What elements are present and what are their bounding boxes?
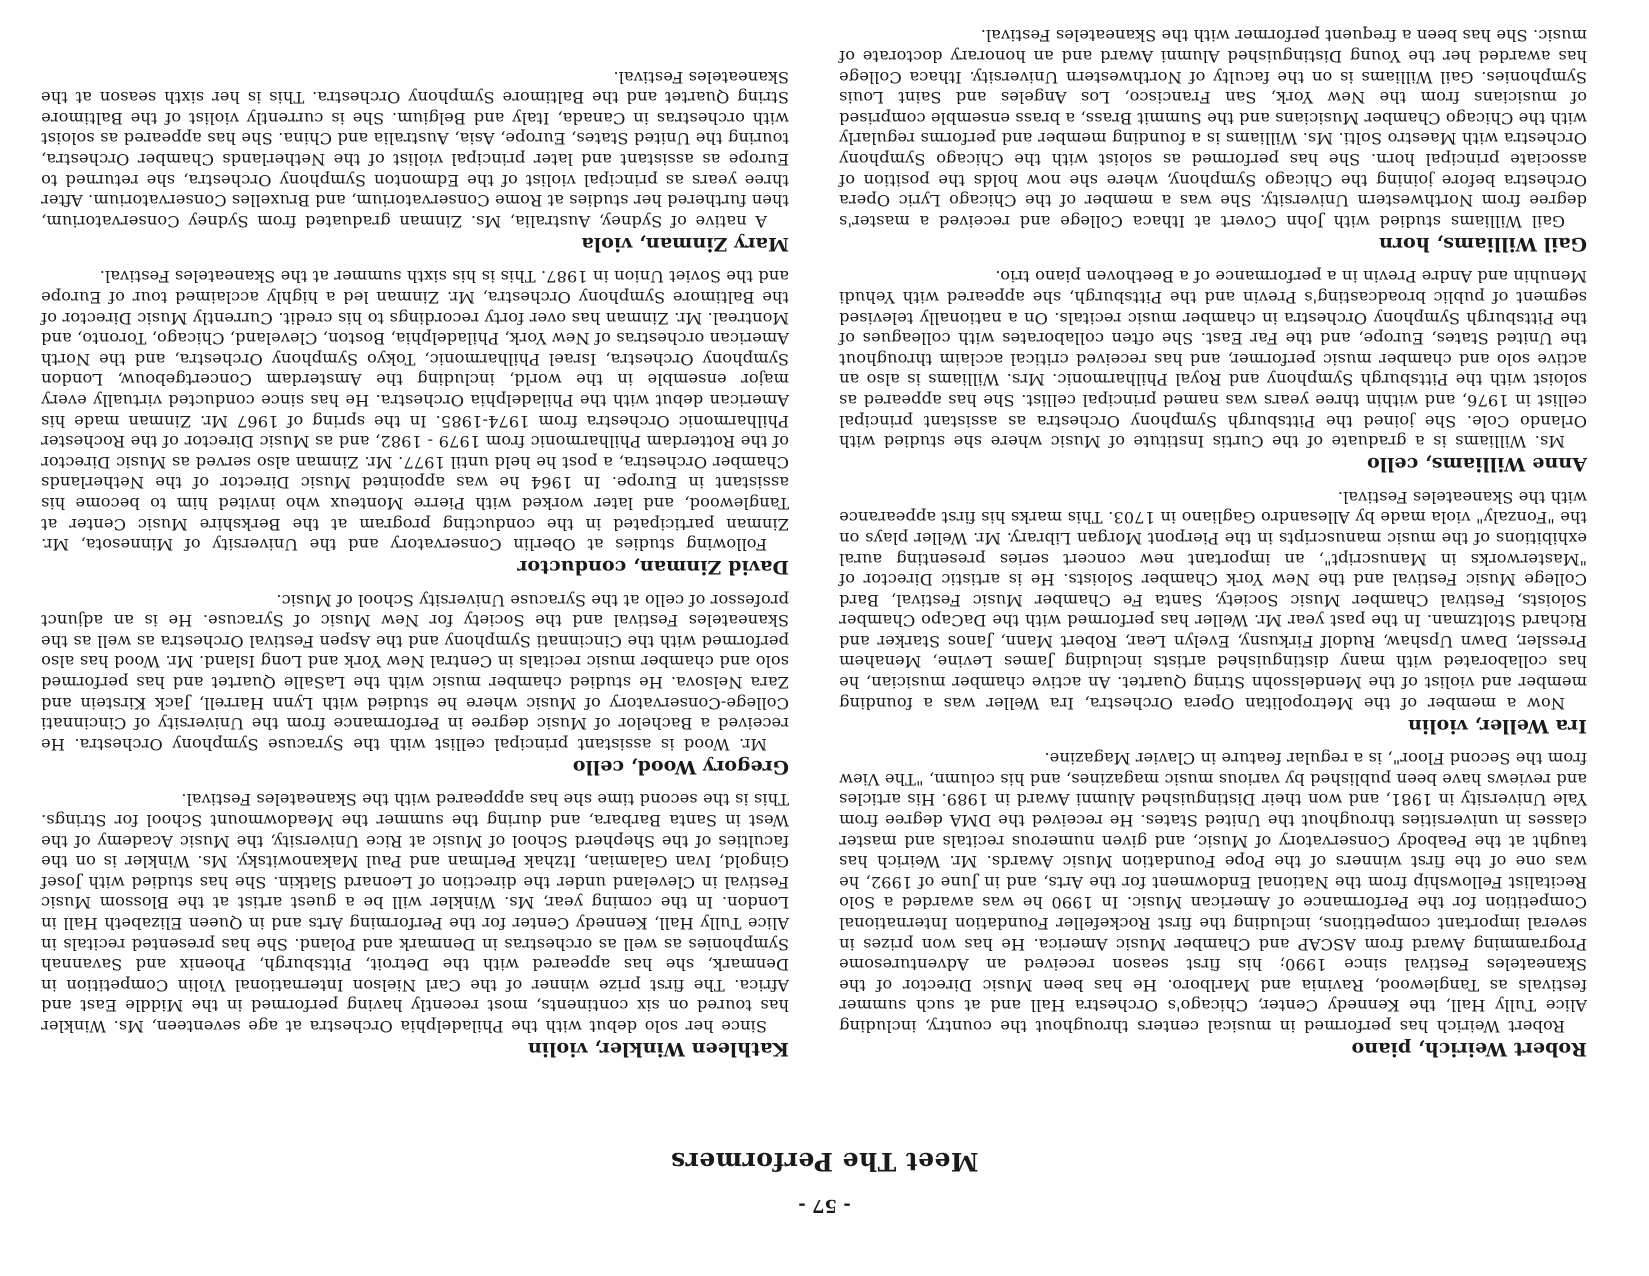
performer-text: Robert Weirich has performed in musical centers throughout the country, including Alice Tully Hall, the Kennedy Center, Chicago's Orchestra Hall and at such summer festivals as Tanglewood, Ravinia and Marlboro. He has been Music Director of the Skaneateles Festival since 1990; his first season received an Adventuresome Programming Award from ASCAP and Chamber Music America. He has won prizes in several important competitions, including the first Rockefeller Foundation International Competition for the Performance of American Music. In 1990 he was awarded a Solo Recitalist Fellowship from the National Endowment for the Arts, and in June of 1992, he was one of the first winners of the Pope Foundation Music Awards. Mr. Weirich has taught at the Peabody Conservatory of Music, and given numerous recitals and master classes in universities throughout the United States. He received the DMA degree from Yale University in 1981, and won their Distinguished Alumni Award in 1989. His articles and reviews have been published by various music magazines, and his column, "The View from the Second Floor", is a regular feature in Clavier Magazine.: [839, 749, 1587, 1036]
performer-heading: Gail Williams, horn: [1378, 232, 1587, 255]
left-column: [839, 15, 1587, 1061]
performer-bio: [41, 266, 789, 579]
right-column: [41, 56, 789, 1061]
performer-text: Gail Williams studied with John Covert at Ithaca College and received a master's degree from Northwestern University. She was a member of the Chicago Lyric Opera Orchestra before joining the Chicago Symphony, where she now holds the position of associate principal horn. She has performed as soloist with the Chicago Symphony Orchestra with Maestro Solti. Ms. Williams is a founding member and performs regularly with the Chicago Chamber Musicians and the Summit Brass, a brass ensemble comprised of musicians from the New York, San Francisco, Los Angeles and Saint Louis Symphonies. Gail Williams is on the faculty of Northwestern University. Ithaca College has awarded her the Young Distinguished Alumni Award and an honorary doctorate of music. She has been a frequent performer with the Skaneateles Festival.: [839, 26, 1587, 231]
performer-bio: [41, 66, 789, 256]
performer-heading: Robert Weirich, piano: [1351, 1038, 1587, 1060]
performer-text: Following studies at Oberlin Conservatory and the University of Minnesota, Mr. Zinman participated in the conducting program at the Berkshire Music Center at Tanglewood, and later worked with Pierre Monteux who invited him to become his assistant in Europe. In 1964 he was appointed Music Director of the Netherlands Chamber Orchestra, a post he held until 1977. Mr. Zinman also served as Music Director of the Rotterdam Philharmonic from 1979 - 1982, and as Music Director of the Rochester Philharmonic Orchestra from 1974-1985. In the spring of 1967 Mr. Zinman made his American debut with the Philadelphia Orchestra. He has since conducted virtually every major ensemble in the world, including the Amsterdam Concertgebouw, London Symphony Orchestra, Israel Philharmonic, Tokyo Symphony Orchestra, and the North American orchestras of New York, Philadelphia, Boston, Cleveland, Chicago, Toronto, and Montreal. Mr. Zinman has over forty recordings to his credit. Currently Music Director of the Baltimore Symphony Orchestra, Mr. Zinman led a highly acclaimed tour of Europe and the Soviet Union in 1987. This is his sixth summer at the Skaneateles Festival.: [41, 267, 789, 555]
performer-heading: Ira Weller, violin: [1407, 714, 1587, 737]
performer-heading: Gregory Wood, cello: [572, 755, 789, 778]
performer-bio: [41, 589, 789, 779]
performer-heading: Mary Zinman, viola: [581, 232, 789, 255]
performer-heading: Kathleen Winkler, violin: [527, 1038, 789, 1060]
performer-bio: [839, 748, 1587, 1061]
performer-heading: Anne Williams, cello: [1366, 453, 1587, 476]
page-number: - 57 -: [798, 1195, 851, 1216]
performer-text: Mr. Wood is assistant principal cellist with the Syracuse Symphony Orchestra. He received a Bachelor of Music degree in Performance from the University of Cincinnati College-Conservatory of Music where he studied with Lynn Harrell, Jack Kirstein and Zara Nelsova. He studied chamber music with the LaSalle Quartet and has performed solo and chamber music recitals in Central New York and Long Island. Mr. Wood has also performed with the Cincinnati Symphony and the Aspen Festival Orchestra as well as the Skaneateles Festival and the Society for New Music of Syracuse. He is an adjunct professor of cello at the Syracuse University School of Music.: [41, 590, 789, 754]
performer-heading: David Zinman, conductor: [517, 556, 789, 579]
performer-text: A native of Sydney, Australia, Ms. Zinman graduated from Sydney Conservatorium, then furthered her studies at Rome Conservatorium, and Bruxelles Conservatorium. After three years as principal violist of the Edmonton Symphony Orchestra, she returned to Europe as assistant and later principal violist of the Netherlands Chamber Orchestra, touring the United States, Europe, Asia, Australia and China. She has appeared as soloist with orchestras in Canada, Italy and Belgium. She is currently violist of the Baltimore String Quartet and the Baltimore Symphony Orchestra. This is her sixth season at the Skaneateles Festival.: [41, 67, 789, 231]
performer-bio: [839, 25, 1587, 256]
performer-text: Ms. Williams is a graduate of the Curtis Institute of Music where she studied with Orlando Cole. She joined the Pittsburgh Symphony Orchestra as assistant principal cellist in 1976, and within three years was named principal cellist. She has appeared as soloist with the Pittsburgh Symphony and Royal Philharmonic. Mrs. Williams is also an active solo and chamber music performer, and has received critical acclaim throughout the United States, Europe, and the Far East. She often collaborates with colleagues of the Pittsburgh Symphony Orchestra in chamber music recitals. On a nationally televised segment of public broadcasting's Previn and the Pittsburgh, she appeared with Yehudi Menuhin and Andre Previn in a performance of a Beethoven piano trio.: [839, 267, 1587, 452]
performer-bio: [839, 266, 1587, 476]
page-title: Meet The Performers: [670, 1147, 979, 1176]
performer-text: Now a member of the Metropolitan Opera Orchestra, Ira Weller was a founding member and violist of the Mendelssohn String Quartet. An active chamber musician, he has collaborated with many distinguished artists including James Levine, Menahem Pressler, Dawn Upshaw, Rudolf Firkusny, Evelyn Lear, Robert Mann, Janos Starker and Richard Stoltzman. In the past year Mr. Weller has performed with the DaCapo Chamber Soloists, Festival Chamber Music Society, Santa Fe Chamber Music Festival, Bard College Music Festival and the New York Chamber Soloists. He is artistic Director of "Masterworks in Manuscript", an important new concert series presenting aural exhibitions of the music manuscripts in the Pierpont Morgan Library. Mr. Weller plays on the "Fonzaly" viola made by Allesandro Gagliano in 1703. This marks his first appearance with the Skaneateles Festival.: [839, 487, 1587, 713]
performer-bio: [41, 789, 789, 1061]
performer-bio: [839, 486, 1587, 738]
performer-text: Since her solo debut with the Philadelphia Orchestra at age seventeen, Ms. Winkler has toured on six continents, most recently having performed in the Middle East and Africa. The first prize winner of the Carl Nielson International Violin Competition in Denmark, she has appeared with the Detroit, Pittsburgh, Phoenix and Savannah Symphonies as well as orchestras in Denmark and Poland. She has presented recitals in Alice Tully Hall, Kennedy Center for the Performing Arts and in Queen Elizabeth Hall in London. In the coming year, Ms. Winkler will be a guest artist at the Blossom Music Festival in Cleveland under the direction of Leonard Slatkin. She has studied with Josef Gingold, Ivan Galamian, Itzhak Perlman and Paul Makanowitsky. Ms. Winkler is on the faculties of the Shepherd School of Music at Rice University, the Music Academy of the West in Santa Barbara, and during the summer the Meadowmount School for Strings. This is the second time she has apppeared with the Skaneateles Festival.: [41, 790, 789, 1036]
